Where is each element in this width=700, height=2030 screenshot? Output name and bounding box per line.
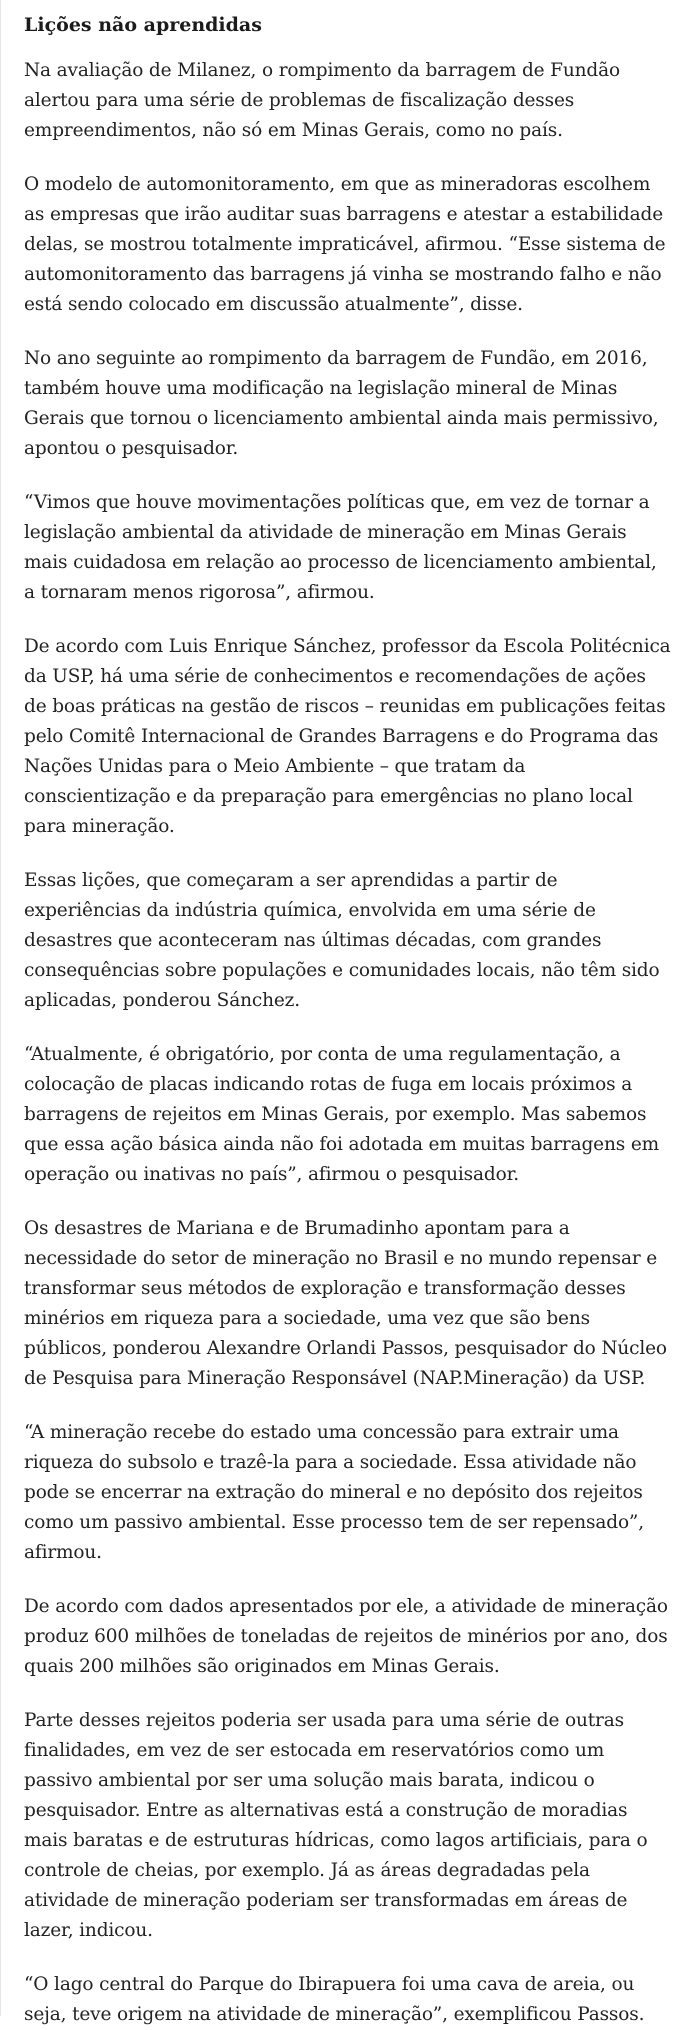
paragraph-6: Essas lições, que começaram a ser aprendidas a partir de experiências da indústria química, envolvida em uma série de desastres que aconteceram nas últimas décadas, com grandes consequências sobre populações e comunidades locais, não têm sido aplicadas, ponderou Sánchez.: [24, 870, 660, 1011]
paragraph-1: Na avaliação de Milanez, o rompimento da barragem de Fundão alertou para uma série de problemas de fiscalização desses empreendimentos, não só em Minas Gerais, como no país.: [24, 60, 620, 141]
paragraph-12: “O lago central do Parque do Ibirapuera foi uma cava de areia, ou seja, teve origem na atividade de mineração”, exemplificou Passos.: [24, 1974, 645, 2025]
paragraph-10: De acordo com dados apresentados por ele, a atividade de mineração produz 600 milhões de toneladas de rejeitos de minérios por ano, dos quais 200 milhões são originados em Minas Gerais.: [24, 1596, 668, 1677]
paragraph-3: No ano seguinte ao rompimento da barragem de Fundão, em 2016, também houve uma modificação na legislação mineral de Minas Gerais que tornou o licenciamento ambiental ainda mais permissivo, apontou o pesquisador.: [24, 348, 659, 459]
paragraph-4: “Vimos que houve movimentações políticas que, em vez de tornar a legislação ambiental da atividade de mineração em Minas Gerais mais cuidadosa em relação ao processo de licenciamento ambiental, a tornaram menos rigorosa”, afirmou.: [24, 492, 657, 603]
paragraph-8: Os desastres de Mariana e de Brumadinho apontam para a necessidade do setor de mineração no Brasil e no mundo repensar e transformar seus métodos de exploração e transformação desses minérios em riqueza para a sociedade, uma vez que são bens públicos, ponderou Alexandre Orlandi Passos, pesquisador do Núcleo de Pesquisa para Mineração Responsável (NAP.Mineração) da USP.: [24, 1218, 667, 1389]
section-heading: Lições não aprendidas: [24, 14, 262, 36]
paragraph-9: “A mineração recebe do estado uma concessão para extrair uma riqueza do subsolo e trazê-la para a sociedade. Essa atividade não pode se encerrar na extração do mineral e no depósito dos rejeitos como um passivo ambiental. Esse processo tem de ser repensado”, afirmou.: [24, 1422, 644, 1563]
paragraph-2: O modelo de automonitoramento, em que as mineradoras escolhem as empresas que irão auditar suas barragens e atestar a estabilidade delas, se mostrou totalmente impraticável, afirmou. “Esse sistema de automonitoramento das barragens já vinha se mostrando falho e não está sendo colocado em discussão atualmente”, disse.: [24, 174, 666, 315]
paragraph-11: Parte desses rejeitos poderia ser usada para uma série de outras finalidades, em vez de ser estocada em reservatórios como um passivo ambiental por ser uma solução mais barata, indicou o pesquisador. Entre as alternativas está a construção de moradias mais baratas e de estruturas hídricas, como lagos artificiais, para o controle de cheias, por exemplo. Já as áreas degradadas pela atividade de mineração poderiam ser transformadas em áreas de lazer, indicou.: [24, 1710, 648, 1941]
paragraph-7: “Atualmente, é obrigatório, por conta de uma regulamentação, a colocação de placas indicando rotas de fuga em locais próximos a barragens de rejeitos em Minas Gerais, por exemplo. Mas sabemos que essa ação básica ainda não foi adotada em muitas barragens em operação ou inativas no país”, afirmou o pesquisador.: [24, 1044, 660, 1185]
paragraph-5: De acordo com Luis Enrique Sánchez, professor da Escola Politécnica da USP, há uma série de conhecimentos e recomendações de ações de boas práticas na gestão de riscos – reunidas em publicações feitas pelo Comitê Internacional de Grandes Barragens e do Programa das Nações Unidas para o Meio Ambiente – que tratam da conscientização e da preparação para emergências no plano local para mineração.: [24, 636, 671, 837]
article-body: [24, 0, 672, 2030]
